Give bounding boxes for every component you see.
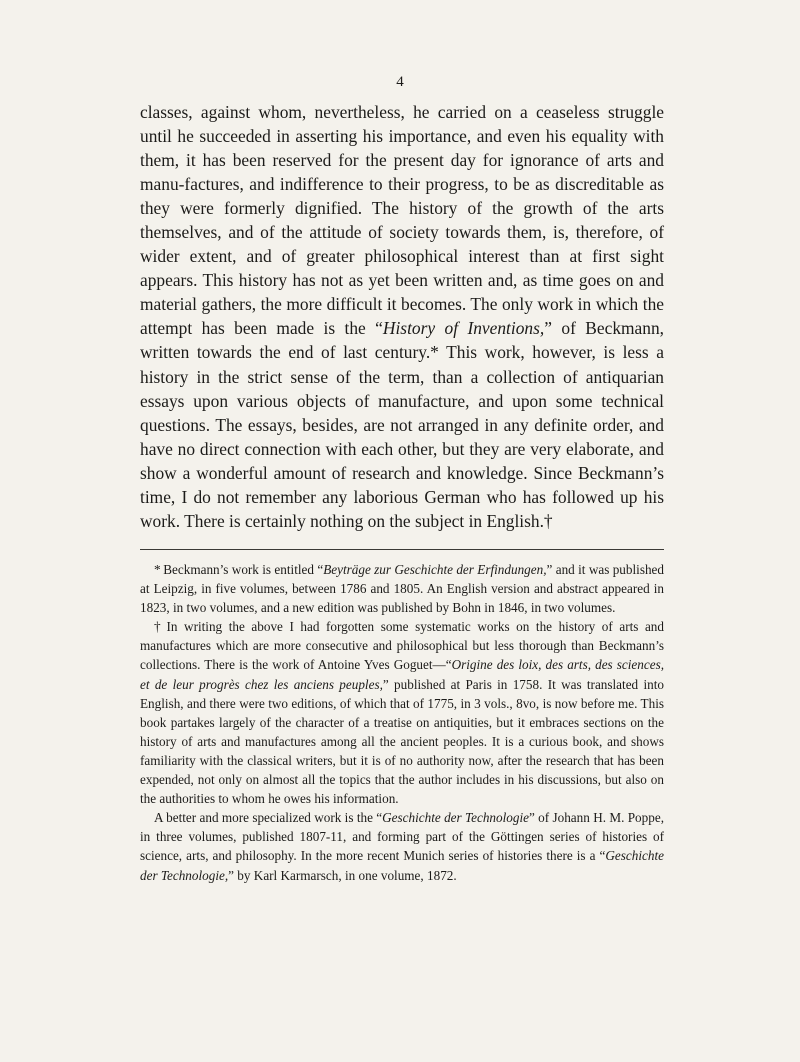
footnote-divider [140, 549, 664, 550]
main-text-part-2: ” of Beckmann, written towards the end of last century.* This work, however, is less a history in the strict sense of the term, than a collection of antiquarian essays upon various objects of manufacture, and upon some technical questions. The essays, besides, are not arranged in any definite order, and have no direct connection with each other, but they are very elaborate, and show a wonderful amount of research and knowledge. Since Beckmann’s time, I do not remember any laborious German who has followed up his work. There is certainly nothing on the subject in English.† [140, 318, 664, 531]
footnote-goguet [140, 617, 664, 808]
footnote-1-title: Beyträge zur Geschichte der Erfindungen, [323, 562, 547, 577]
footnote-3-part-3: ” by Karl Karmarsch, in one volume, 1872. [228, 867, 457, 883]
footnote-beckmann [140, 560, 664, 617]
main-text-part-1: classes, against whom, nevertheless, he carried on a ceaseless struggle until he succeeded in asserting his importance, and even his equality with them, it has been reserved for the present day for ignorance of arts and manu-factures, and indifference to their progress, to be as discreditable as they were formerly dignified. The history of the growth of the arts themselves, and of the attitude of society towards them, is, therefore, of wider extent, and of greater philosophical interest than at first sight appears. This history has not as yet been written and, as time goes on and material gathers, the more difficult it becomes. The only work in which the attempt has been made is the “ [140, 102, 664, 339]
footnote-3-title: Geschichte der Technologie [382, 810, 529, 826]
footnotes [140, 560, 664, 885]
footnote-3-part-2: ” of Johann H. M. Poppe, in three volumes, published 1807-11, and forming part of the Göttingen series of histories of science, arts, and philosophy. In the more recent Munich series of histories there is a “ [140, 810, 664, 864]
footnote-2-title: Origine des loix, des arts, des sciences, et de leur progrès chez les anciens peuples, [140, 657, 665, 692]
book-title-history-of-inventions: History of Inventions, [382, 318, 545, 339]
footnote-3-title-2: Geschichte der Technologie, [140, 848, 664, 883]
footnote-poppe [140, 808, 664, 884]
page-number: 4 [396, 74, 404, 90]
main-paragraph [140, 100, 664, 533]
footnote-1-part-1: * Beckmann’s work is entitled “ [154, 562, 324, 577]
footnote-3-part-1: A better and more specialized work is the “ [154, 810, 383, 826]
footnote-2-part-2: ” published at Paris in 1758. It was translated into English, and there were two editions, of which that of 1775, in 3 vols., 8vo, is now before me. This book partakes largely of the character of a treatise on antiquities, but it embraces sections on the history of arts and manufactures among all the ancient peoples. It is a curious book, and shows familiarity with the classical writers, but it is of no authority now, after the research that has been expended, not only on almost all the topics that the author includes in his discussions, but also on the authorities to whom he owes his information. [140, 676, 664, 807]
footnote-1-part-2: ” and it was published at Leipzig, in five volumes, between 1786 and 1805. An English version and abstract appeared in 1823, in two volumes, and a new edition was published by Bohn in 1846, in two volumes. [140, 562, 664, 616]
footnote-2-part-1: † In writing the above I had forgotten some systematic works on the history of arts and manufactures which are more consecutive and philosophical but less thorough than Beckmann’s collections. There is the work of Antoine Yves Goguet—“ [140, 619, 664, 673]
